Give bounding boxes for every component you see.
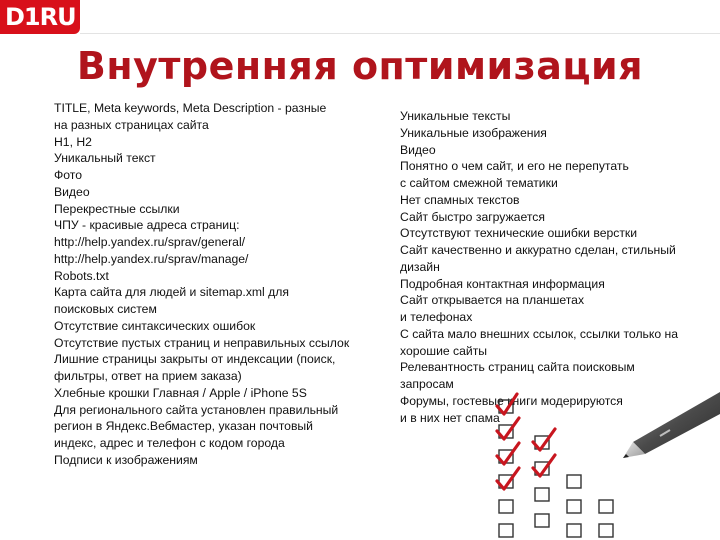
text-line: Для регионального сайта установлен правильный (54, 402, 339, 417)
text-line: Сайт открывается на планшетах (400, 293, 585, 308)
text-line: Понятно о чем сайт, и его не перепутать (400, 159, 629, 174)
text-line: H1, H2 (54, 134, 92, 149)
text-line: Релевантность страниц сайта поисковым (400, 360, 635, 375)
slide-title: Внутренняя оптимизация (76, 44, 644, 88)
text-line: хорошие сайты (400, 343, 488, 358)
text-line: поисковых систем (54, 302, 157, 316)
text-line: и телефонах (400, 310, 473, 324)
right-column (400, 108, 712, 426)
text-line: Видео (54, 184, 90, 199)
text-line: с сайтом смежной тематики (400, 176, 558, 190)
text-line: TITLE, Meta keywords, Meta Description - разные (54, 101, 327, 115)
text-line: и в них нет спама (400, 410, 500, 425)
text-line: http://help.yandex.ru/sprav/manage/ (54, 251, 249, 266)
checklist-pen-illustration (495, 392, 720, 540)
text-line: Карта сайта для людей и sitemap.xml для (54, 285, 289, 300)
text-line: индекс, адрес и телефон с кодом города (54, 436, 285, 450)
text-line: ЧПУ - красивые адреса страниц: (54, 218, 240, 233)
text-line: Отсутствие синтаксических ошибок (54, 318, 256, 333)
text-line: С сайта мало внешних ссылок, ссылки только на (400, 326, 679, 341)
text-line: Уникальные тексты (400, 109, 511, 123)
text-line: Подписи к изображениям (54, 452, 198, 467)
text-line: на разных страницах сайта (54, 117, 209, 132)
checkbox-column-3 (567, 475, 613, 537)
logo[interactable]: D1RU (0, 0, 80, 34)
pen (623, 392, 720, 458)
text-line: Сайт быстро загружается (400, 209, 545, 224)
text-line: Robots.txt (54, 268, 109, 283)
text-line: Форумы, гостевые книги модерируются (400, 393, 623, 408)
text-line: Нет спамных текстов (400, 192, 520, 207)
text-line: регион в Яндекс.Вебмастер, указан почтовый (54, 419, 313, 434)
text-line: Лишние страницы закрыты от индексации (поиск, (54, 352, 336, 367)
left-column (54, 100, 364, 469)
text-line: Сайт качественно и аккуратно сделан, стильный (400, 243, 676, 257)
text-line: Отсутствие пустых страниц и неправильных ссылок (54, 335, 350, 350)
checkbox-column (499, 400, 513, 537)
text-line: Видео (400, 142, 436, 157)
text-line: http://help.yandex.ru/sprav/general/ (54, 235, 246, 249)
text-line: Подробная контактная информация (400, 276, 605, 291)
text-line: Перекрестные ссылки (54, 201, 180, 216)
text-line: Отсутствуют технические ошибки верстки (400, 226, 638, 241)
text-line: дизайн (400, 259, 440, 274)
text-line: Фото (54, 168, 82, 182)
text-line: Уникальные изображения (400, 125, 547, 140)
text-line: Уникальный текст (54, 151, 156, 166)
text-line: Хлебные крошки Главная / Apple / iPhone 5S (54, 385, 307, 400)
text-line: запросам (400, 377, 454, 391)
header-divider (80, 33, 720, 34)
text-line: фильтры, ответ на прием заказа) (54, 369, 242, 383)
